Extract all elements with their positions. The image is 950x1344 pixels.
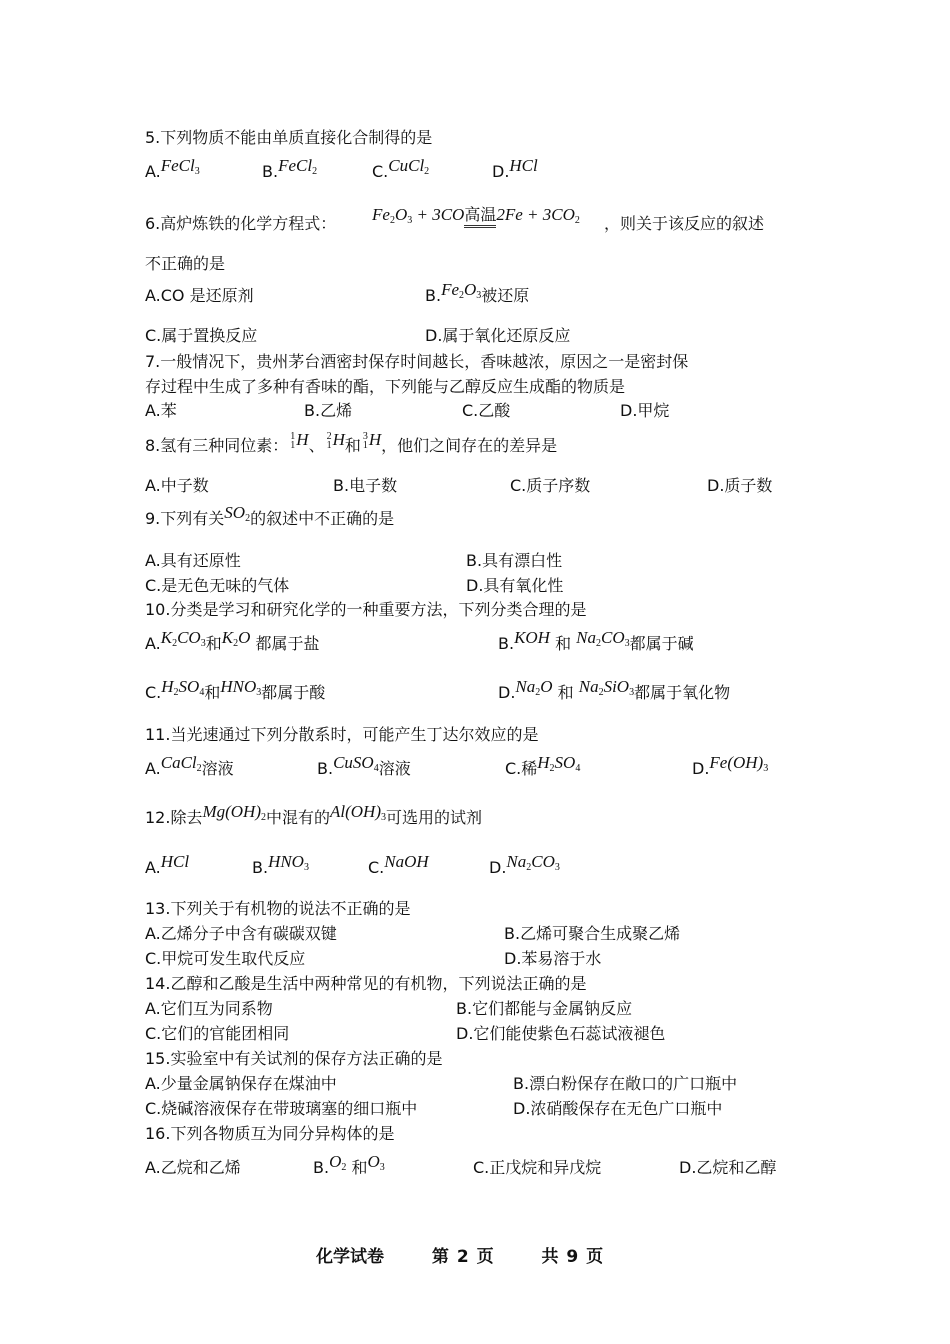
q11-option-a: A.CaCl$_2$溶液 <box>145 753 234 778</box>
q12-stem: 12.除去$Mg(OH)_2$中混有的$Al(OH)_3$可选用的试剂 <box>145 802 483 827</box>
q16-option-b: $B.O_2$ 和$O_3$ <box>313 1152 385 1177</box>
q7-option-a: A.苯 <box>145 401 177 420</box>
q11-option-c: C.稀$H_2SO_4$ <box>505 753 581 778</box>
q9-option-a: A.具有还原性 <box>145 551 241 570</box>
q5-option-d: D.HCl <box>492 156 538 181</box>
q15-option-b: B.漂白粉保存在敞口的广口瓶中 <box>513 1074 738 1093</box>
q15-option-c: C.烧碱溶液保存在带玻璃塞的细口瓶中 <box>145 1099 418 1118</box>
q9-option-b: B.具有漂白性 <box>466 551 563 570</box>
q16-option-a: A.乙烷和乙烯 <box>145 1158 241 1177</box>
q15-stem: 15.实验室中有关试剂的保存方法正确的是 <box>145 1049 443 1068</box>
q7-option-d: D.甲烷 <box>620 401 670 420</box>
q7-line2: 存过程中生成了多种有香味的酯，下列能与乙醇反应生成酯的物质是 <box>145 377 626 396</box>
q14-stem: 14.乙醇和乙酸是生活中两种常见的有机物，下列说法正确的是 <box>145 974 587 993</box>
q8-option-a: A.中子数 <box>145 476 209 495</box>
q7-option-c: C.乙酸 <box>462 401 511 420</box>
q8-option-c: C.质子序数 <box>510 476 591 495</box>
q5-option-a: A.FeCl$_3$ <box>145 156 200 181</box>
q8-stem: 8.氢有三种同位素： 1 1H、 2 1H和 3 1H，他们之间存在的差异是 <box>145 430 558 455</box>
q5-option-c: C.CuCl$_2$ <box>372 156 430 181</box>
q14-option-c: C.它们的官能团相同 <box>145 1024 290 1043</box>
q5-option-b: B.FeCl$_2$ <box>262 156 318 181</box>
footer-total: 共 9 页 <box>541 1247 604 1267</box>
q13-option-c: C.甲烷可发生取代反应 <box>145 949 306 968</box>
q14-option-d: D.它们能使紫色石蕊试液褪色 <box>456 1024 666 1043</box>
q11-option-d: $D.Fe(OH)_3$ <box>692 753 769 778</box>
q15-option-a: A.少量金属钠保存在煤油中 <box>145 1074 337 1093</box>
q10-option-a: $A.K_2CO_3$和$K_2O$ 都属于盐 <box>145 628 320 653</box>
q6-line2: 不正确的是 <box>145 254 226 273</box>
q11-option-b: B.CuSO$_4$溶液 <box>317 753 411 778</box>
q6-lead: 6.高炉炼铁的化学方程式： <box>145 214 337 233</box>
q10-stem: 10.分类是学习和研究化学的一种重要方法，下列分类合理的是 <box>145 600 587 619</box>
q15-option-d: D.浓硝酸保存在无色广口瓶中 <box>513 1099 723 1118</box>
q10-option-c: $C.H_2SO_4$和$HNO_3$都属于酸 <box>145 677 326 702</box>
q12-option-b: $B.HNO_3$ <box>252 852 309 877</box>
q13-option-d: D.苯易溶于水 <box>504 949 602 968</box>
q14-option-a: A.它们互为同系物 <box>145 999 273 1018</box>
q6-option-c: C.属于置换反应 <box>145 326 258 345</box>
q5-stem: 5.下列物质不能由单质直接化合制得的是 <box>145 128 433 147</box>
footer-page: 第 2 页 <box>431 1247 494 1267</box>
q11-stem: 11.当光速通过下列分散系时，可能产生丁达尔效应的是 <box>145 725 539 744</box>
q9-option-c: C.是无色无味的气体 <box>145 576 290 595</box>
q6-condition: 高温 <box>464 205 496 228</box>
q12-option-d: $D.Na_2CO_3$ <box>489 852 560 877</box>
q6-option-a: A.CO 是还原剂 <box>145 286 254 305</box>
q12-option-a: A.HCl <box>145 852 190 877</box>
q10-option-b: B.KOH 和 $Na_2CO_3$都属于碱 <box>498 628 694 653</box>
q6-equation: $Fe_2O_3 + 3CO$高温$2Fe + 3CO_2$ <box>372 205 580 226</box>
q13-option-b: B.乙烯可聚合生成聚乙烯 <box>504 924 681 943</box>
q13-option-a: A.乙烯分子中含有碳碳双键 <box>145 924 337 943</box>
page-footer <box>316 1242 603 1267</box>
q7-line1: 7.一般情况下，贵州茅台酒密封保存时间越长，香味越浓，原因之一是密封保 <box>145 352 689 371</box>
q9-stem: 9.下列有关$SO_2$的叙述中不正确的是 <box>145 503 395 528</box>
q6-option-b: $B.Fe_2O_3$被还原 <box>425 280 530 305</box>
q10-option-d: $D.Na_2O$ 和 $Na_2SiO_3$都属于氧化物 <box>498 677 731 702</box>
q16-option-c: C.正戊烷和异戊烷 <box>473 1158 602 1177</box>
footer-subject: 化学试卷 <box>316 1247 384 1267</box>
q13-stem: 13.下列关于有机物的说法不正确的是 <box>145 899 411 918</box>
q6-option-d: D.属于氧化还原反应 <box>425 326 571 345</box>
q16-option-d: D.乙烷和乙醇 <box>679 1158 777 1177</box>
q14-option-b: B.它们都能与金属钠反应 <box>456 999 633 1018</box>
q8-option-d: D.质子数 <box>707 476 773 495</box>
q6-tail: ，则关于该反应的叙述 <box>604 214 765 233</box>
q7-option-b: B.乙烯 <box>304 401 353 420</box>
q16-stem: 16.下列各物质互为同分异构体的是 <box>145 1124 395 1143</box>
q8-option-b: B.电子数 <box>333 476 398 495</box>
q12-option-c: C.NaOH <box>368 852 429 877</box>
q9-option-d: D.具有氧化性 <box>466 576 564 595</box>
